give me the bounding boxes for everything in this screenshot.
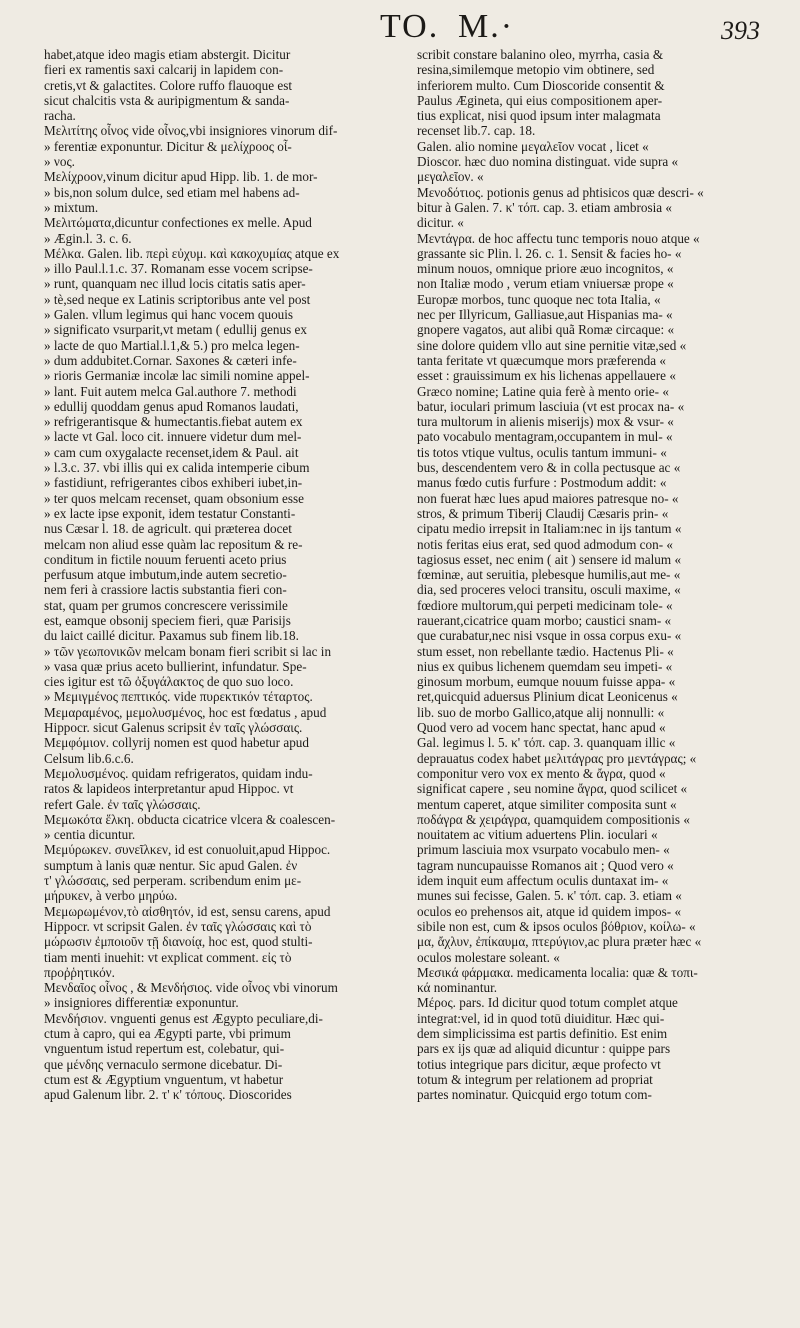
text-line: Dioscor. hæc duo nomina distinguat. vide supra « xyxy=(417,154,679,170)
text-line: mentum caperet, atque similiter composita sunt « xyxy=(417,796,677,812)
text-line: partes nominatur. Quicquid ergo totum com- xyxy=(417,1087,652,1103)
text-line: sicut chalcitis vsta & auripigmentum & sanda- xyxy=(44,92,290,108)
text-line: Μεμφόμιον. collyrij nomen est quod habetur apud xyxy=(44,735,309,751)
text-line: dia, sed proceres veloci transitu, osculi maxime, « xyxy=(417,582,681,598)
text-line: habet,atque ideo magis etiam abstergit. Dicitur xyxy=(44,47,291,62)
text-line: sumptum à lanis quæ nentur. Sic apud Galen. ἐν xyxy=(44,857,298,873)
text-line: Europæ morbos, tunc quoque nec tota Italia, « xyxy=(417,291,661,307)
text-line: Μενδήσιον. vnguenti genus est Ægypto peculiare,di- xyxy=(44,1010,323,1026)
text-line: Hippocr. vt scripsit Galen. ἐν ταῖς γλώσσαις καὶ τὸ xyxy=(44,918,312,934)
text-line: melcam non aliud esse quàm lac repositum & re- xyxy=(44,536,303,552)
text-line: Μεμύρωκεν. συνεῖλκεν, id est conuoluit,apud Hippoc. xyxy=(44,842,331,858)
text-line: Μελιτώματα,dicuntur confectiones ex melle. Apud xyxy=(44,215,312,231)
text-line: minum nouos, omnique priore æuo incognitos, « xyxy=(417,261,674,277)
text-line: ginosum morbum, eumque nouum fuisse appa- « xyxy=(417,674,676,690)
text-line: » tè,sed neque ex Latinis scriptoribus ante vel post xyxy=(44,291,311,307)
header-left-word: TO. xyxy=(380,8,440,45)
text-line: vnguentum istud repertum est, colebatur, qui- xyxy=(44,1041,285,1057)
text-line: » lacte de quo Martial.l.1,& 5.) pro melca legen- xyxy=(44,337,300,353)
text-line: προῤῥητικόν. xyxy=(44,964,115,980)
text-line: Μέρος. pars. Id dicitur quod totum complet atque xyxy=(417,995,678,1011)
text-line: oculos eo prehensos ait, atque id quidem impos- « xyxy=(417,903,682,919)
text-line: » bis,non solum dulce, sed etiam mel habens ad- xyxy=(44,184,300,200)
text-line: » ex lacte ipse exponit, idem testatur Constanti- xyxy=(44,505,296,521)
page-number: 393 xyxy=(721,16,760,45)
text-line: Celsum lib.6.c.6. xyxy=(44,750,134,766)
text-line: » Galen. vllum legimus qui hanc vocem quouis xyxy=(44,307,294,323)
text-line: que μένδης vernaculo sermone dicebatur. Di- xyxy=(44,1056,283,1072)
text-line: cies igitur est τῶ ὀξυγάλακτος de quo suo loco. xyxy=(44,674,294,690)
text-line: oculos molestare soleant. « xyxy=(417,949,560,965)
text-line: stat, quam per grumos concrescere verissimile xyxy=(44,597,288,613)
text-line: totius integrique pars dicitur, æque profecto vt xyxy=(417,1056,661,1072)
text-line: Μελίχροον,vinum dicitur apud Hipp. lib. 1. de mor- xyxy=(44,169,318,185)
text-line: conditum in fictile nouum feruenti aceto prius xyxy=(44,551,287,567)
text-line: esset : grauissimum ex his lichenas appellauere « xyxy=(417,368,676,384)
text-line: ποδάγρα & χειράγρα, quamquidem compositionis « xyxy=(417,811,690,827)
text-line: Μελιτίτης οἶνος vide οἶνος,vbi insigniores vinorum dif- xyxy=(44,123,338,139)
text-line: cipatu medio irrepsit in Italiam:nec in ijs tantum « xyxy=(417,521,682,537)
text-line: Μεντάγρα. de hoc affectu tunc temporis nouo atque « xyxy=(417,230,700,246)
text-line: idem inquit eum affectum oculis duntaxat im- « xyxy=(417,873,669,889)
text-line: grassante sic Plin. l. 26. c. 1. Sensit & facies ho- « xyxy=(417,245,682,261)
text-line: Μεμολυσμένος. quidam refrigeratos, quidam indu- xyxy=(44,765,313,781)
header-right-word: M.· xyxy=(458,8,515,45)
text-line: stum esset, non rebellante tædio. Hactenus Pli- « xyxy=(417,643,674,659)
text-line: Μεμαραμένος, μεμολυσμένος, hoc est fœdatus , apud xyxy=(44,704,327,720)
text-line: » Ægin.l. 3. c. 6. xyxy=(44,230,132,246)
text-line: fœdiore multorum,qui perpeti medicinam tole- « xyxy=(417,597,673,613)
text-line: Μεσικά φάρμακα. medicamenta localia: quæ & τοπι- xyxy=(417,964,698,980)
text-line: racha. xyxy=(44,108,76,124)
text-line: » dum addubitet.Cornar. Saxones & cæteri infe- xyxy=(44,352,297,368)
text-line: nem feri à crassiore lactis substantia fieri con- xyxy=(44,582,287,598)
text-line: Gal. legimus l. 5. κ' τόπ. cap. 3. quanquam illic « xyxy=(417,735,676,751)
text-line: Μεμωκότα ἕλκη. obducta cicatrice vlcera & coalescen- xyxy=(44,811,336,827)
text-line: refert Gale. ἐν ταῖς γλώσσαις. xyxy=(44,796,201,812)
text-line: » lant. Fuit autem melca Gal.authore 7. methodi xyxy=(44,383,297,399)
text-line: resina,similemque metopio vim obtinere, sed xyxy=(417,62,655,78)
text-line: tis totos vtique vultus, oculis tantum immuni- « xyxy=(417,444,667,460)
text-line: » lacte vt Gal. loco cit. innuere videtur dum mel- xyxy=(44,429,302,445)
text-line: μήρυκεν, à verbo μηρύω. xyxy=(44,888,178,904)
text-line: nouitatem ac vitium aduertens Plin. ioculari « xyxy=(417,827,658,843)
text-line: ret,quicquid aduersus Plinium dicat Leonicenus « xyxy=(417,689,678,705)
text-line: » refrigerantisque & humectantis.fiebat autem ex xyxy=(44,414,303,430)
text-line: Μενοδότιος. potionis genus ad phtisicos quæ descri- « xyxy=(417,184,704,200)
text-line: tagiosus esset, nec enim ( ait ) sensere id malum « xyxy=(417,551,682,567)
text-line: » fastidiunt, refrigerantes cibos exhiberi iubet,in- xyxy=(44,475,303,491)
text-line: » νος. xyxy=(44,154,75,170)
text-line: munes sui fecisse, Galen. 5. κ' τόπ. cap. 3. etiam « xyxy=(417,888,682,904)
text-line: gnopere vagatos, aut alibi quã Romæ circaque: « xyxy=(417,322,675,338)
text-line: » insigniores differentiæ exponuntur. xyxy=(44,995,239,1011)
text-line: manus fœdo cutis furfure : Postmodum addit: « xyxy=(417,475,667,491)
text-line: non Italiæ modo , verum etiam vniuersæ prope « xyxy=(417,276,674,292)
text-line: deprauatus codex habet μελιτάγρας pro μεντάγρας; « xyxy=(417,750,697,766)
text-line: Hippocr. sicut Galenus scripsit ἐν ταῖς γλώσσαις. xyxy=(44,720,303,736)
text-line: totum & integrum per relationem ad propriat xyxy=(417,1071,653,1087)
text-line: Galen. alio nomine μεγαλεῖον vocat , licet « xyxy=(417,138,649,154)
text-line: fieri ex ramentis saxi calcarij in lapidem con- xyxy=(44,62,284,78)
text-line: tiam menti inuehit: vt explicat comment. εἰς τὸ xyxy=(44,949,292,965)
text-line: que curabatur,nec nisi vsque in ossa corpus exu- « xyxy=(417,628,682,644)
right-column xyxy=(417,47,777,1102)
text-line: rauerant,cicatrice quam morbo; caustici snam- « xyxy=(417,612,672,628)
text-line: Μενδαῖος οἶνος , & Μενδήσιος. vide οἶνος vbi vinorum xyxy=(44,980,338,996)
text-line: dicitur. « xyxy=(417,215,464,231)
text-line: » illo Paul.l.1.c. 37. Romanam esse vocem scripse- xyxy=(44,261,313,277)
text-line: nius ex quibus lichenem quemdam seu impeti- « xyxy=(417,658,673,674)
text-line: » ter quos melcam recenset, quam obsonium esse xyxy=(44,490,305,506)
text-line: stros, & primum Tiberij Claudij Cæsaris prin- « xyxy=(417,505,669,521)
text-line: notis feritas eius erat, sed quod admodum con- « xyxy=(417,536,673,552)
text-line: κά nominantur. xyxy=(417,980,498,996)
text-line: significat capere , seu nomine ἄγρα, quod scilicet « xyxy=(417,781,688,797)
text-line: dem simplicissima est partis definitio. Est enim xyxy=(417,1026,668,1041)
text-line: » ferentiæ exponuntur. Dicitur & μελίχροος οἶ- xyxy=(44,138,292,154)
text-line: pato vocabulo mentagram,occupantem in mul- « xyxy=(417,429,673,445)
text-line: non fuerat hæc lues apud maiores patresque no- « xyxy=(417,490,679,506)
text-line: τ' γλώσσαις, sed perperam. scribendum enim με- xyxy=(44,873,302,889)
text-line: integrat:vel, id in quod totū diuiditur. Hæc qui- xyxy=(417,1010,665,1026)
text-line: Μεμωρωμένον,τὸ αἰσθητόν, id est, sensu carens, apud xyxy=(44,903,331,919)
text-line: perfusum atque imbutum,inde autem secretio- xyxy=(44,567,287,583)
text-line: fœminæ, aut seruitia, plebesque humilis,aut me- « xyxy=(417,567,681,583)
text-line: tanta feritate vt quæcumque mors præferenda « xyxy=(417,352,667,368)
text-line: » vasa quæ prius aceto bullierint, infundatur. Spe- xyxy=(44,658,307,674)
text-line: sine dolore quidem vllo aut sine pernitie vitæ,sed « xyxy=(417,337,687,353)
text-line: primum lasciuia mox vsurpato vocabulo men- « xyxy=(417,842,670,858)
text-line: est, eamque obsonij speciem fieri, quæ Parisijs xyxy=(44,612,291,628)
text-line: tius explicat, nisi quod ipsum inter malagmata xyxy=(417,108,661,124)
text-line: du laict caillé dicitur. Paxamus sub finem lib.18. xyxy=(44,628,299,644)
text-line: ctum est & Ægyptium vnguentum, vt habetur xyxy=(44,1071,284,1087)
text-line: » edullij quoddam genus apud Romanos laudati, xyxy=(44,398,299,414)
text-line: cretis,vt & galactites. Colore ruffo flauoque est xyxy=(44,77,293,93)
text-line: Μέλκα. Galen. lib. περὶ εὐχυμ. καὶ κακοχυμίας atque ex xyxy=(44,245,340,261)
running-header xyxy=(0,8,800,45)
text-line: » rioris Germaniæ incolæ lac simili nomine appel- xyxy=(44,368,310,384)
text-line: » significato vsurparit,vt metam ( edullij genus ex xyxy=(44,322,307,338)
text-line: bus, descendentem vero & in colla pectusque ac « xyxy=(417,460,681,476)
text-line: bitur à Galen. 7. κ' τόπ. cap. 3. etiam ambrosia « xyxy=(417,199,672,215)
text-line: μεγαλεῖον. « xyxy=(417,169,484,185)
text-line: » centia dicuntur. xyxy=(44,827,136,843)
text-line: pars ex ijs quæ ad aliquid dicuntur : quippe pars xyxy=(417,1041,671,1057)
text-line: apud Galenum libr. 2. τ' κ' τόπους. Dioscorides xyxy=(44,1087,292,1103)
text-line: μα, ἄχλυν, ἐπίκαυμα, πτερύγιον,ac plura præter hæc « xyxy=(417,934,702,950)
text-line: recenset lib.7. cap. 18. xyxy=(417,123,536,139)
text-line: » Μεμιγμένος πεπτικός. vide πυρεκτικόν τέταρτος. xyxy=(44,689,313,705)
text-line: Paulus Ægineta, qui eius compositionem aper- xyxy=(417,92,663,108)
text-line: » runt, quanquam nec illud locis citatis satis aper- xyxy=(44,276,306,292)
text-line: nec per Illyricum, Galliasue,aut Hispanias ma- « xyxy=(417,307,673,323)
text-line: μώρωσιν ἐμποιοῦν τῇ διανοίᾳ, hoc est, quod stulti- xyxy=(44,934,313,950)
text-line: lib. suo de morbo Gallico,atque alij nonnulli: « xyxy=(417,704,665,720)
text-line: ctum à capro, qui ea Ægypti parte, vbi primum xyxy=(44,1026,291,1041)
text-line: nus Cæsar l. 18. de agricult. qui præterea docet xyxy=(44,521,292,537)
text-line: ratos & lapideos interpretantur apud Hippoc. vt xyxy=(44,781,294,797)
text-line: Græco nomine; Latine quia ferè à mento orie- « xyxy=(417,383,669,399)
text-line: Quod vero ad vocem hanc spectat, hanc apud « xyxy=(417,720,666,736)
text-line: tagram nuncupauisse Romanos ait ; Quod vero « xyxy=(417,857,674,873)
text-line: componitur vero vox ex mento & ἄγρα, quod « xyxy=(417,765,666,781)
text-line: inferiorem multo. Cum Dioscoride consentit & xyxy=(417,77,665,93)
text-line: tura multorum in alienis miserijs) mox & vsur- « xyxy=(417,414,674,430)
text-line: » mixtum. xyxy=(44,199,99,215)
text-line: scribit constare balanino oleo, myrrha, casia & xyxy=(417,47,664,62)
left-column xyxy=(44,47,404,1102)
text-line: » l.3.c. 37. vbi illis qui ex calida intemperie cibum xyxy=(44,460,310,476)
text-line: sibile non est, cum & ipsos oculos βόθριον, κοίλω- « xyxy=(417,918,696,934)
text-line: » τῶν γεωπονικῶν melcam bonam fieri scribit si lac in xyxy=(44,643,332,659)
text-line: » cam cum oxygalacte recenset,idem & Paul. ait xyxy=(44,444,299,460)
text-line: batur, ioculari primum lasciuia (vt est procax na- « xyxy=(417,398,685,414)
